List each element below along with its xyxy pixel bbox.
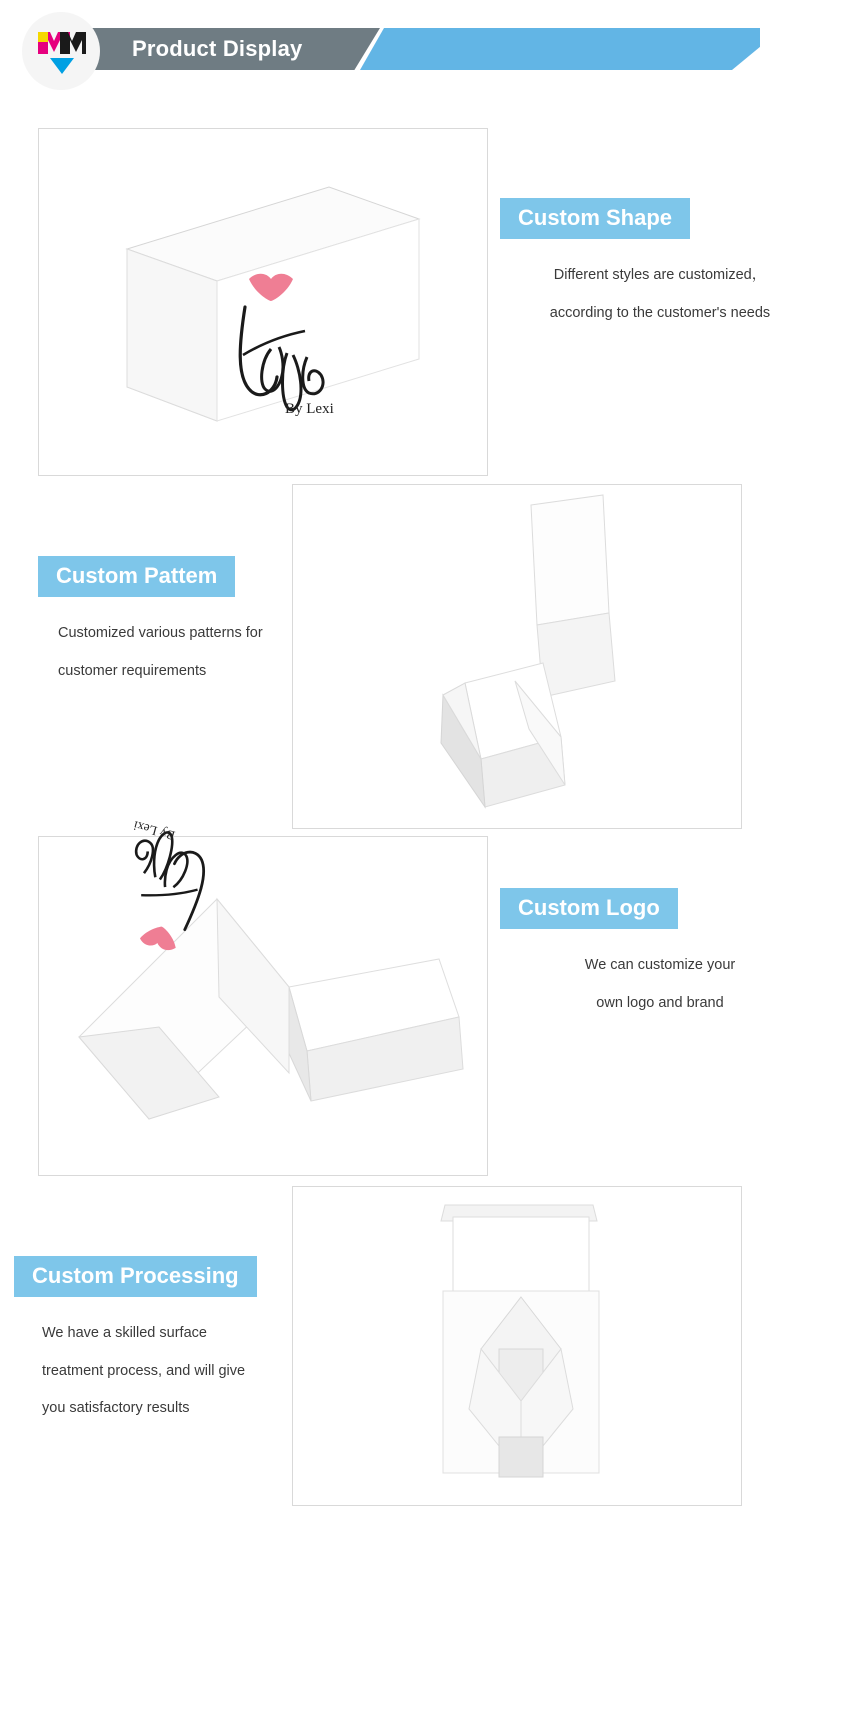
section-desc-custom-pattem <box>38 615 318 690</box>
page-header <box>0 0 850 110</box>
text-custom-processing <box>14 1256 304 1428</box>
banner-light-shape <box>360 28 760 70</box>
section-label-custom-processing: Custom Processing <box>14 1256 257 1297</box>
section-custom-processing <box>0 1186 850 1516</box>
desc-line: you satisfactory results <box>42 1400 190 1417</box>
text-custom-logo <box>500 888 820 1022</box>
desc-line: according to the customer's needs <box>549 304 771 321</box>
section-custom-shape <box>0 128 850 480</box>
product-image-custom-shape <box>38 128 488 476</box>
box-illustration-flat-with-logo <box>39 818 487 1175</box>
box-illustration-folded-flat <box>293 1187 741 1505</box>
company-logo-m-icon <box>36 28 88 76</box>
svg-text:By Lexi: By Lexi <box>131 818 177 844</box>
desc-line: treatment process, and will give <box>42 1362 246 1379</box>
section-label-custom-logo: Custom Logo <box>500 888 678 929</box>
section-custom-logo <box>0 818 850 1176</box>
desc-line: We can customize your <box>584 957 736 973</box>
page-title: Product Display <box>132 36 303 61</box>
section-desc-custom-processing <box>14 1315 304 1428</box>
logo-badge <box>22 12 100 90</box>
section-custom-pattem <box>0 484 850 832</box>
desc-line: We have a skilled surface <box>42 1325 207 1341</box>
section-desc-custom-shape <box>500 257 820 332</box>
section-label-custom-shape: Custom Shape <box>500 198 690 239</box>
desc-line: own logo and brand <box>596 994 724 1011</box>
desc-line: Customized various patterns for <box>58 625 263 641</box>
desc-line: customer requirements <box>58 662 207 679</box>
product-image-custom-pattem <box>292 484 742 829</box>
section-label-custom-pattem: Custom Pattem <box>38 556 235 597</box>
section-desc-custom-logo <box>500 947 820 1022</box>
header-banner <box>60 28 760 70</box>
product-image-custom-logo <box>38 818 488 1176</box>
text-custom-pattem <box>38 556 318 690</box>
product-image-custom-processing <box>292 1186 742 1506</box>
svg-text:By Lexi: By Lexi <box>285 401 334 417</box>
desc-line: Different styles are customized， <box>553 267 767 283</box>
box-illustration-closed <box>39 129 487 475</box>
box-illustration-open-lid <box>293 485 741 828</box>
text-custom-shape <box>500 198 820 332</box>
